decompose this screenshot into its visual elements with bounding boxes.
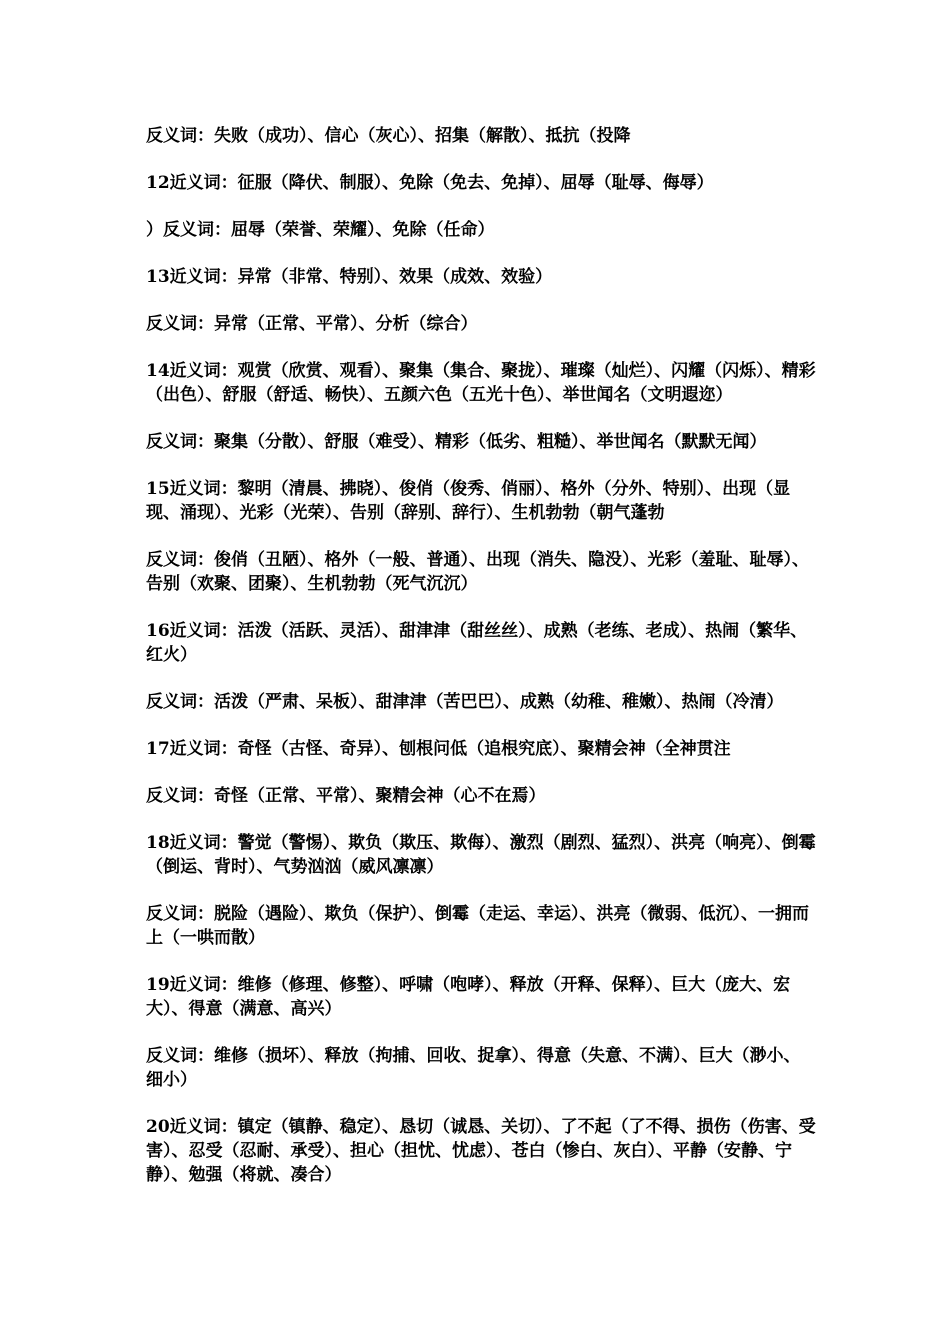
paragraph-synonyms-18: 18近义词：警觉（警惕）、欺负（欺压、欺侮）、激烈（剧烈、猛烈）、洪亮（响亮）、倒霉（倒运、背时）、气势汹汹（威风凛凛） [146, 833, 816, 877]
paragraph-antonyms-16: 反义词：活泼（严肃、呆板）、甜津津（苦巴巴）、成熟（幼稚、稚嫩）、热闹（冷清） [146, 692, 784, 712]
paragraph-antonyms-17: 反义词：奇怪（正常、平常）、聚精会神（心不在焉） [146, 786, 546, 806]
paragraph-antonyms-19: 反义词：维修（损坏）、释放（拘捕、回收、捉拿）、得意（失意、不满）、巨大（渺小、细小） [146, 1046, 801, 1090]
paragraph-synonyms-13: 13近义词：异常（非常、特别）、效果（成效、效验） [146, 267, 553, 287]
paragraph-synonyms-16: 16近义词：活泼（活跃、灵活）、甜津津（甜丝丝）、成熟（老练、老成）、热闹（繁华、红火） [146, 621, 808, 665]
paragraph-synonyms-19: 19近义词：维修（修理、修整）、呼啸（咆哮）、释放（开释、保释）、巨大（庞大、宏大）、得意（满意、高兴） [146, 975, 791, 1019]
paragraph-synonyms-15: 15近义词：黎明（清晨、拂晓）、俊俏（俊秀、俏丽）、格外（分外、特别）、出现（显现、涌现）、光彩（光荣）、告别（辞别、辞行）、生机勃勃（朝气蓬勃 [146, 479, 791, 523]
document-page [146, 124, 816, 1210]
paragraph-synonyms-14: 14近义词：观赏（欣赏、观看）、聚集（集合、聚拢）、璀璨（灿烂）、闪耀（闪烁）、精彩（出色）、舒服（舒适、畅快）、五颜六色（五光十色）、举世闻名（文明遐迩） [146, 361, 816, 405]
paragraph-antonyms-18: 反义词：脱险（遇险）、欺负（保护）、倒霉（走运、幸运）、洪亮（微弱、低沉）、一拥而上（一哄而散） [146, 904, 809, 948]
paragraph-antonyms-13: 反义词：异常（正常、平常）、分析（综合） [146, 314, 478, 334]
paragraph-synonyms-17: 17近义词：奇怪（古怪、奇异）、刨根问低（追根究底）、聚精会神（全神贯注 [146, 739, 731, 759]
paragraph-antonyms-11: 反义词：失败（成功）、信心（灰心）、招集（解散）、抵抗（投降 [146, 126, 631, 146]
paragraph-synonyms-12: 12近义词：征服（降伏、制服）、免除（免去、免掉）、屈辱（耻辱、侮辱） [146, 173, 714, 193]
paragraph-synonyms-20: 20近义词：镇定（镇静、稳定）、恳切（诚恳、关切）、了不起（了不得、损伤（伤害、受害）、忍受（忍耐、承受）、担心（担忧、忧虑）、苍白（惨白、灰白）、平静（安静、宁静）、勉强（将就、凑合） [146, 1117, 816, 1185]
paragraph-antonyms-12: ）反义词：屈辱（荣誉、荣耀）、免除（任命） [146, 220, 495, 240]
paragraph-antonyms-15: 反义词：俊俏（丑陋）、格外（一般、普通）、出现（消失、隐没）、光彩（羞耻、耻辱）、告别（欢聚、团聚）、生机勃勃（死气沉沉） [146, 550, 809, 594]
paragraph-antonyms-14: 反义词：聚集（分散）、舒服（难受）、精彩（低劣、粗糙）、举世闻名（默默无闻） [146, 432, 767, 452]
